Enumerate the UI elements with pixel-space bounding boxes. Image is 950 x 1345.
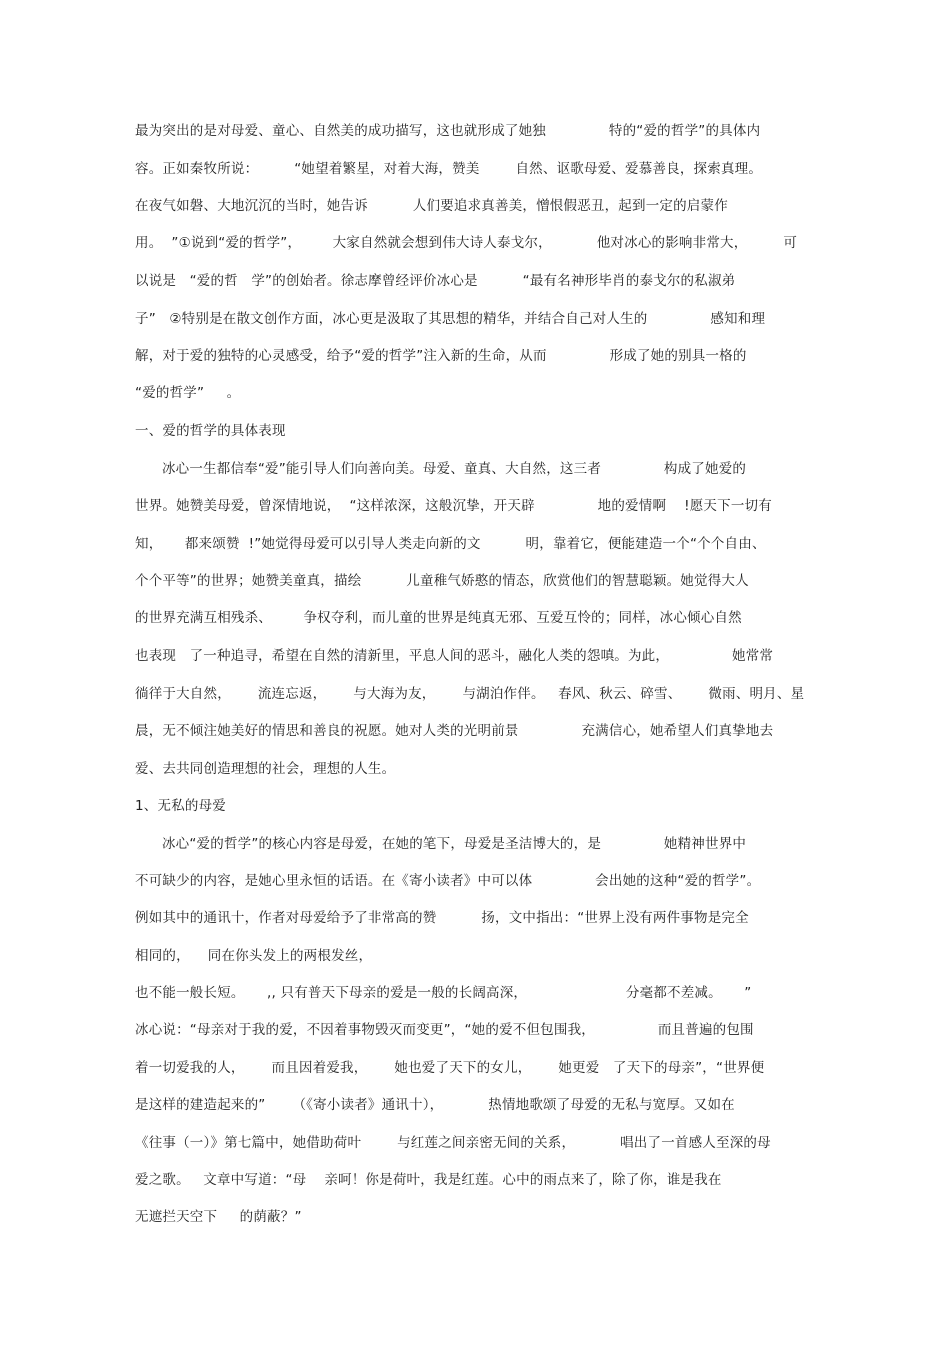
text-line: 个个平等”的世界；她赞美童真，描绘 儿童稚气娇憨的情态，欣赏他们的智慧聪颖。她觉得大人 [135, 573, 749, 589]
text-line: 相同的， 同在你头发上的两根发丝， [135, 948, 373, 964]
text-line: 《往事（一）》第七篇中，她借助荷叶 与红莲之间亲密无间的关系， 唱出了一首感人至深的母 [135, 1135, 771, 1151]
text-line: 用。 ”①说到“爱的哲学”， 大家自然就会想到伟大诗人泰戈尔， 他对冰心的影响非常大， 可 [135, 235, 798, 251]
text-line: 也表现 了一种追寻，希望在自然的清新里，平息人间的恶斗，融化人类的怨嗔。为此， 她常常 [135, 648, 774, 664]
text-line: 以说是 “爱的哲 学”的创始者。徐志摩曾经评价冰心是 “最有名神形毕肖的泰戈尔的私淑弟 [135, 273, 736, 289]
text-line: 也不能一般长短。 ,, 只有普天下母亲的爱是一般的长阔高深， 分毫都不差减。 ” [135, 985, 752, 1001]
text-line: 的世界充满互相残杀、 争权夺利，而儿童的世界是纯真无邪、互爱互怜的；同样，冰心倾心自然 [135, 610, 742, 626]
text-line: 知， 都来颂赞 !”她觉得母爱可以引导人类走向新的文 明，靠着它，便能建造一个“个个自由、 [135, 536, 766, 552]
text-line: 最为突出的是对母爱、童心、自然美的成功描写，这也就形成了她独 特的“爱的哲学”的具体内 [135, 123, 761, 139]
text-line: 世界。她赞美母爱，曾深情地说， “这样浓深，这般沉挚，开天辟 地的爱情啊 !愿天下一切有 [135, 498, 772, 514]
text-line: 在夜气如磐、大地沉沉的当时，她告诉 人们要追求真善美，憎恨假恶丑，起到一定的启蒙作 [135, 198, 728, 214]
text-line: 爱、去共同创造理想的社会，理想的人生。 [135, 761, 396, 777]
subsection-heading: 1、无私的母爱 [135, 798, 226, 814]
text-line: 爱之歌。 文章中写道：“母 亲呵！你是荷叶，我是红莲。心中的雨点来了，除了你，谁是我在 [135, 1172, 722, 1188]
text-line: 解，对于爱的独特的心灵感受，给予“爱的哲学”注入新的生命，从而 形成了她的别具一格的 [135, 348, 747, 364]
text-line: 冰心“爱的哲学”的核心内容是母爱，在她的笔下，母爱是圣洁博大的，是 她精神世界中 [135, 836, 747, 852]
section-heading: 一、爱的哲学的具体表现 [135, 423, 286, 439]
text-line: 容。正如秦牧所说： “她望着繁星，对着大海，赞美 自然、讴歌母爱、爱慕善良，探索真理。 [135, 161, 763, 177]
text-line: 着一切爱我的人， 而且因着爱我， 她也爱了天下的女儿， 她更爱 了天下的母亲”，“世界便 [135, 1060, 765, 1076]
text-line: “爱的哲学” 。 [135, 385, 241, 401]
text-line: 冰心一生都信奉“爱”能引导人们向善向美。母爱、童真、大自然，这三者 构成了她爱的 [135, 461, 747, 477]
text-line: 无遮拦天空下 的荫蔽？” [135, 1209, 302, 1225]
text-line: 徜徉于大自然， 流连忘返， 与大海为友， 与湖泊作伴。 春风、秋云、碎雪、 微雨、明月、星 [135, 686, 805, 702]
text-line: 不可缺少的内容，是她心里永恒的话语。在《寄小读者》中可以体 会出她的这种“爱的哲学”。 [135, 873, 761, 889]
text-line: 例如其中的通讯十，作者对母爱给予了非常高的赞 扬，文中指出：“世界上没有两件事物是完全 [135, 910, 749, 926]
text-line: 子” ②特别是在散文创作方面，冰心更是汲取了其思想的精华，并结合自己对人生的 感知和理 [135, 311, 766, 327]
text-line: 晨，无不倾注她美好的情思和善良的祝愿。她对人类的光明前景 充满信心，她希望人们真挚地去 [135, 723, 774, 739]
text-line: 是这样的建造起来的” （《寄小读者》通讯十）， 热情地歌颂了母爱的无私与宽厚。又如在 [135, 1097, 735, 1113]
text-line: 冰心说：“母亲对于我的爱，不因着事物毁灭而变更”，“她的爱不但包围我， 而且普遍的包围 [135, 1022, 754, 1038]
